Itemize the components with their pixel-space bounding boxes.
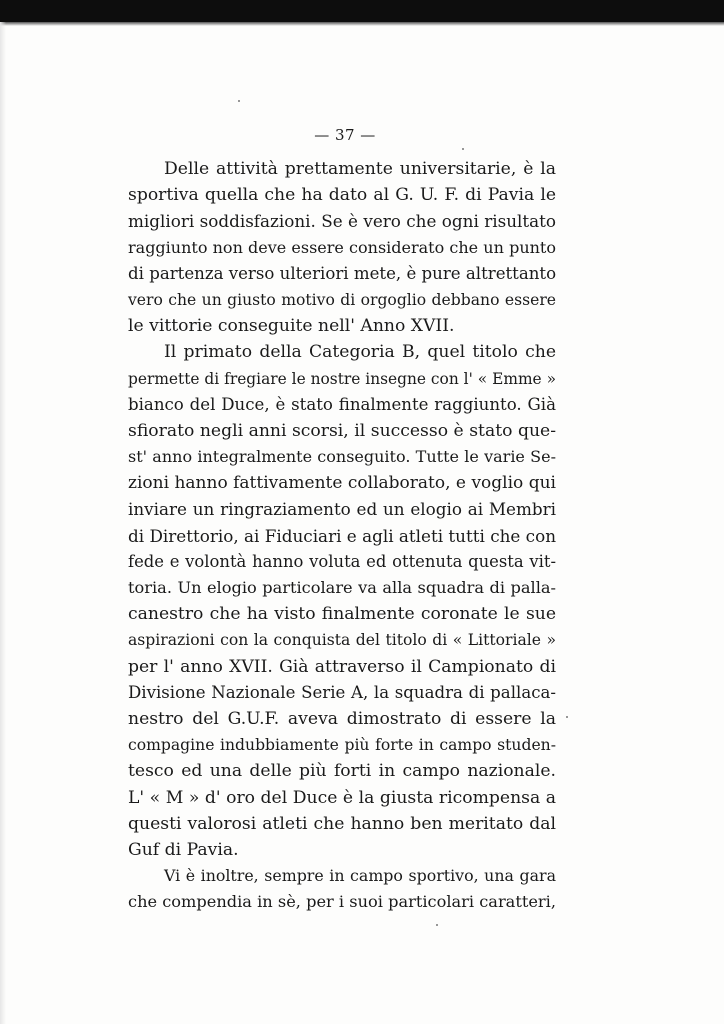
text-line: Il primato della Categoria B, quel titolo che <box>164 342 556 363</box>
text-line: canestro che ha visto finalmente coronate le sue <box>128 604 556 625</box>
body-text <box>128 156 556 915</box>
scan-left-edge <box>0 22 6 1024</box>
text-line: nestro del G.U.F. aveva dimostrato di essere la <box>128 708 556 729</box>
text-line: per l' anno XVII. Già attraverso il Campionato di <box>128 656 556 677</box>
text-line: permette di fregiare le nostre insegne con l' « Emme » <box>128 369 556 388</box>
text-line: di partenza verso ulteriori mete, è pure altrettanto <box>128 263 557 283</box>
text-line: fede e volontà hanno voluta ed ottenuta questa vit- <box>128 551 556 571</box>
text-line: questi valorosi atleti che hanno ben meritato dal <box>128 813 556 834</box>
text-line: bianco del Duce, è stato finalmente raggiunto. Già <box>128 394 556 414</box>
text-line: inviare un ringraziamento ed un elogio ai Membri <box>128 499 556 520</box>
text-line: sportiva quella che ha dato al G. U. F. di Pavia le <box>128 185 556 206</box>
text-line: L' « M » d' oro del Duce è la giusta ricompensa a <box>128 787 556 808</box>
page-number: — 37 — <box>314 126 376 144</box>
text-line: che compendia in sè, per i suoi particolari caratteri, <box>128 892 556 912</box>
text-line: tesco ed una delle più forti in campo nazionale. <box>128 761 556 782</box>
scan-speck <box>462 148 464 150</box>
text-line: aspirazioni con la conquista del titolo di « Littoriale » <box>128 631 556 650</box>
scan-speck <box>566 716 568 718</box>
text-line: Delle attività prettamente universitarie, è la <box>164 159 556 179</box>
text-line: Guf di Pavia. <box>128 839 239 860</box>
text-line: le vittorie conseguite nell' Anno XVII. <box>128 316 455 337</box>
scan-top-border <box>0 0 724 22</box>
text-line: Divisione Nazionale Serie A, la squadra di pallaca- <box>128 682 556 702</box>
text-line: st' anno integralmente conseguito. Tutte le varie Se- <box>128 447 556 467</box>
scan-speck <box>436 924 438 926</box>
text-line: vero che un giusto motivo di orgoglio debbano essere <box>128 290 556 309</box>
text-line: zioni hanno fattivamente collaborato, e voglio qui <box>128 473 556 494</box>
text-line: compagine indubbiamente più forte in campo studen- <box>128 736 556 755</box>
text-line: raggiunto non deve essere considerato che un punto <box>128 237 556 257</box>
text-line: migliori soddisfazioni. Se è vero che ogni risultato <box>128 211 556 232</box>
scan-speck <box>238 100 240 102</box>
text-line: sfiorato negli anni scorsi, il successo è stato que- <box>128 420 556 441</box>
text-line: Vi è inoltre, sempre in campo sportivo, una gara <box>164 866 556 886</box>
text-line: toria. Un elogio particolare va alla squadra di palla- <box>128 578 556 597</box>
text-line: di Direttorio, ai Fiduciari e agli atleti tutti che con <box>128 525 556 546</box>
